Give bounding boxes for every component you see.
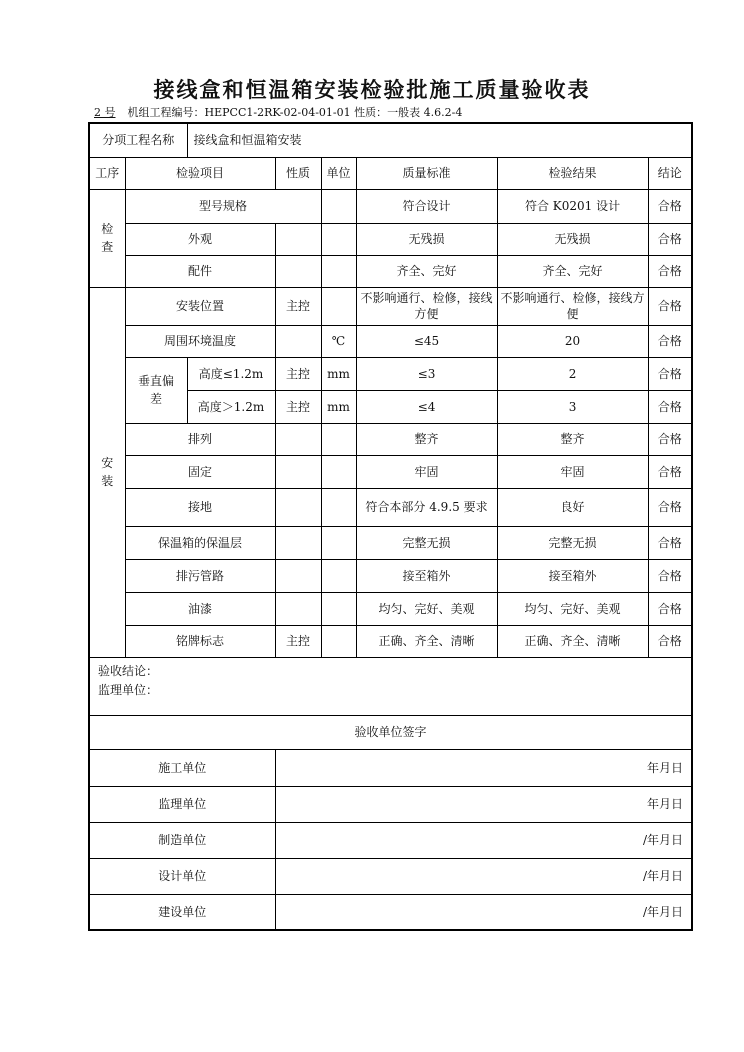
row-standard: 接至箱外: [356, 559, 497, 592]
row-standard: ≤3: [356, 357, 497, 390]
form-number: 2 号: [94, 106, 116, 119]
row-item: 排污管路: [125, 559, 275, 592]
page-title: 接线盒和恒温箱安装检验批施工质量验收表: [153, 78, 591, 102]
row-conclusion: 合格: [648, 255, 692, 287]
table-row: [89, 287, 692, 325]
row-conclusion: 合格: [648, 488, 692, 526]
row-standard: 整齐: [356, 423, 497, 455]
row-result: 接至箱外: [497, 559, 648, 592]
col-standard: 质量标准: [356, 157, 497, 189]
row-unit: [321, 625, 356, 657]
group-inspect: 检 查: [89, 189, 125, 287]
row-standard: 正确、齐全、清晰: [356, 625, 497, 657]
row-conclusion: 合格: [648, 287, 692, 325]
group-install: 安 装: [89, 287, 125, 657]
signature-date: /年月日: [275, 894, 692, 930]
row-nature: [275, 592, 321, 625]
col-nature: 性质: [275, 157, 321, 189]
project-code: 机组工程编号：HEPCC1-2RK-02-04-01-01 性质：一般表 4.6.2-4: [127, 106, 463, 119]
table-row: [89, 559, 692, 592]
row-item: 排列: [125, 423, 275, 455]
row-conclusion: 合格: [648, 423, 692, 455]
signature-row: [89, 858, 692, 894]
row-nature: [275, 423, 321, 455]
col-process: 工序: [89, 157, 125, 189]
col-result: 检验结果: [497, 157, 648, 189]
row-unit: [321, 592, 356, 625]
table-row: [89, 223, 692, 255]
signature-unit: 设计单位: [89, 858, 275, 894]
row-unit: [321, 223, 356, 255]
row-standard: 牢固: [356, 455, 497, 488]
acceptance-conclusion-row: [89, 657, 692, 715]
row-item: 高度≤1.2m: [187, 357, 275, 390]
signature-date: 年月日: [275, 786, 692, 822]
row-unit: [321, 423, 356, 455]
col-unit: 单位: [321, 157, 356, 189]
row-nature: [275, 559, 321, 592]
row-unit: mm: [321, 357, 356, 390]
signature-unit: 施工单位: [89, 749, 275, 786]
row-item: 外观: [125, 223, 275, 255]
row-nature: [275, 325, 321, 357]
acceptance-conclusion: [89, 657, 692, 715]
inspection-table: [88, 122, 693, 931]
header-row: [89, 123, 692, 157]
row-nature: [275, 255, 321, 287]
row-conclusion: 合格: [648, 189, 692, 223]
row-nature: 主控: [275, 625, 321, 657]
signature-unit: 监理单位: [89, 786, 275, 822]
item-name-value: 接线盒和恒温箱安装: [187, 123, 692, 157]
row-conclusion: 合格: [648, 455, 692, 488]
signature-row: [89, 749, 692, 786]
signature-unit: 制造单位: [89, 822, 275, 858]
row-unit: [321, 526, 356, 559]
row-result: 完整无损: [497, 526, 648, 559]
conclusion-label: 验收结论：: [98, 663, 159, 678]
signature-date: 年月日: [275, 749, 692, 786]
row-nature: [275, 526, 321, 559]
row-result: 正确、齐全、清晰: [497, 625, 648, 657]
table-row: [89, 625, 692, 657]
item-name-label: 分项工程名称: [89, 123, 187, 157]
row-unit: [321, 255, 356, 287]
row-nature: 主控: [275, 357, 321, 390]
row-result: 20: [497, 325, 648, 357]
row-standard: 完整无损: [356, 526, 497, 559]
signature-unit: 建设单位: [89, 894, 275, 930]
row-result: 2: [497, 357, 648, 390]
table-row: [89, 357, 692, 390]
row-unit: [321, 189, 356, 223]
row-conclusion: 合格: [648, 223, 692, 255]
row-unit: ℃: [321, 325, 356, 357]
row-result: 牢固: [497, 455, 648, 488]
signature-date: /年月日: [275, 822, 692, 858]
row-standard: 不影响通行、检修，接线方便: [356, 287, 497, 325]
row-standard: 符合设计: [356, 189, 497, 223]
row-nature: [275, 455, 321, 488]
col-conclusion: 结论: [648, 157, 692, 189]
row-result: 符合 K0201 设计: [497, 189, 648, 223]
table-row: [89, 325, 692, 357]
row-standard: 均匀、完好、美观: [356, 592, 497, 625]
column-header-row: [89, 157, 692, 189]
signature-title: 验收单位签字: [89, 715, 692, 749]
col-item: 检验项目: [125, 157, 275, 189]
table-row: [89, 526, 692, 559]
row-standard: 无残损: [356, 223, 497, 255]
row-item: 保温箱的保温层: [125, 526, 275, 559]
row-conclusion: 合格: [648, 357, 692, 390]
table-row: [89, 488, 692, 526]
row-standard: 齐全、完好: [356, 255, 497, 287]
table-row: [89, 423, 692, 455]
supervisor-label: 监理单位：: [98, 682, 159, 697]
table-row: [89, 255, 692, 287]
row-standard: ≤45: [356, 325, 497, 357]
row-item: 周围环境温度: [125, 325, 275, 357]
row-conclusion: 合格: [648, 390, 692, 423]
row-item: 配件: [125, 255, 275, 287]
row-standard: 符合本部分 4.9.5 要求: [356, 488, 497, 526]
row-nature: [275, 488, 321, 526]
row-unit: [321, 488, 356, 526]
group-vertical-deviation: 垂直偏 差: [125, 357, 187, 423]
row-item: 铭牌标志: [125, 625, 275, 657]
row-nature: 主控: [275, 287, 321, 325]
row-unit: [321, 287, 356, 325]
row-item: 油漆: [125, 592, 275, 625]
signature-date: /年月日: [275, 858, 692, 894]
row-result: 良好: [497, 488, 648, 526]
row-result: 不影响通行、检修，接线方便: [497, 287, 648, 325]
row-item: 固定: [125, 455, 275, 488]
row-item: 接地: [125, 488, 275, 526]
row-unit: [321, 559, 356, 592]
row-conclusion: 合格: [648, 625, 692, 657]
row-conclusion: 合格: [648, 325, 692, 357]
table-row: [89, 455, 692, 488]
table-row: [89, 592, 692, 625]
table-row: [89, 189, 692, 223]
row-result: 齐全、完好: [497, 255, 648, 287]
row-item: 高度＞1.2m: [187, 390, 275, 423]
project-info-line: [88, 104, 708, 120]
signature-row: [89, 786, 692, 822]
row-conclusion: 合格: [648, 592, 692, 625]
row-item: 型号规格: [125, 189, 321, 223]
signature-row: [89, 822, 692, 858]
row-conclusion: 合格: [648, 559, 692, 592]
row-standard: ≤4: [356, 390, 497, 423]
row-unit: [321, 455, 356, 488]
row-result: 3: [497, 390, 648, 423]
row-result: 无残损: [497, 223, 648, 255]
row-conclusion: 合格: [648, 526, 692, 559]
row-nature: [275, 223, 321, 255]
row-item: 安装位置: [125, 287, 275, 325]
row-unit: mm: [321, 390, 356, 423]
row-result: 整齐: [497, 423, 648, 455]
row-result: 均匀、完好、美观: [497, 592, 648, 625]
row-nature: 主控: [275, 390, 321, 423]
signature-row: [89, 894, 692, 930]
signature-title-row: [89, 715, 692, 749]
